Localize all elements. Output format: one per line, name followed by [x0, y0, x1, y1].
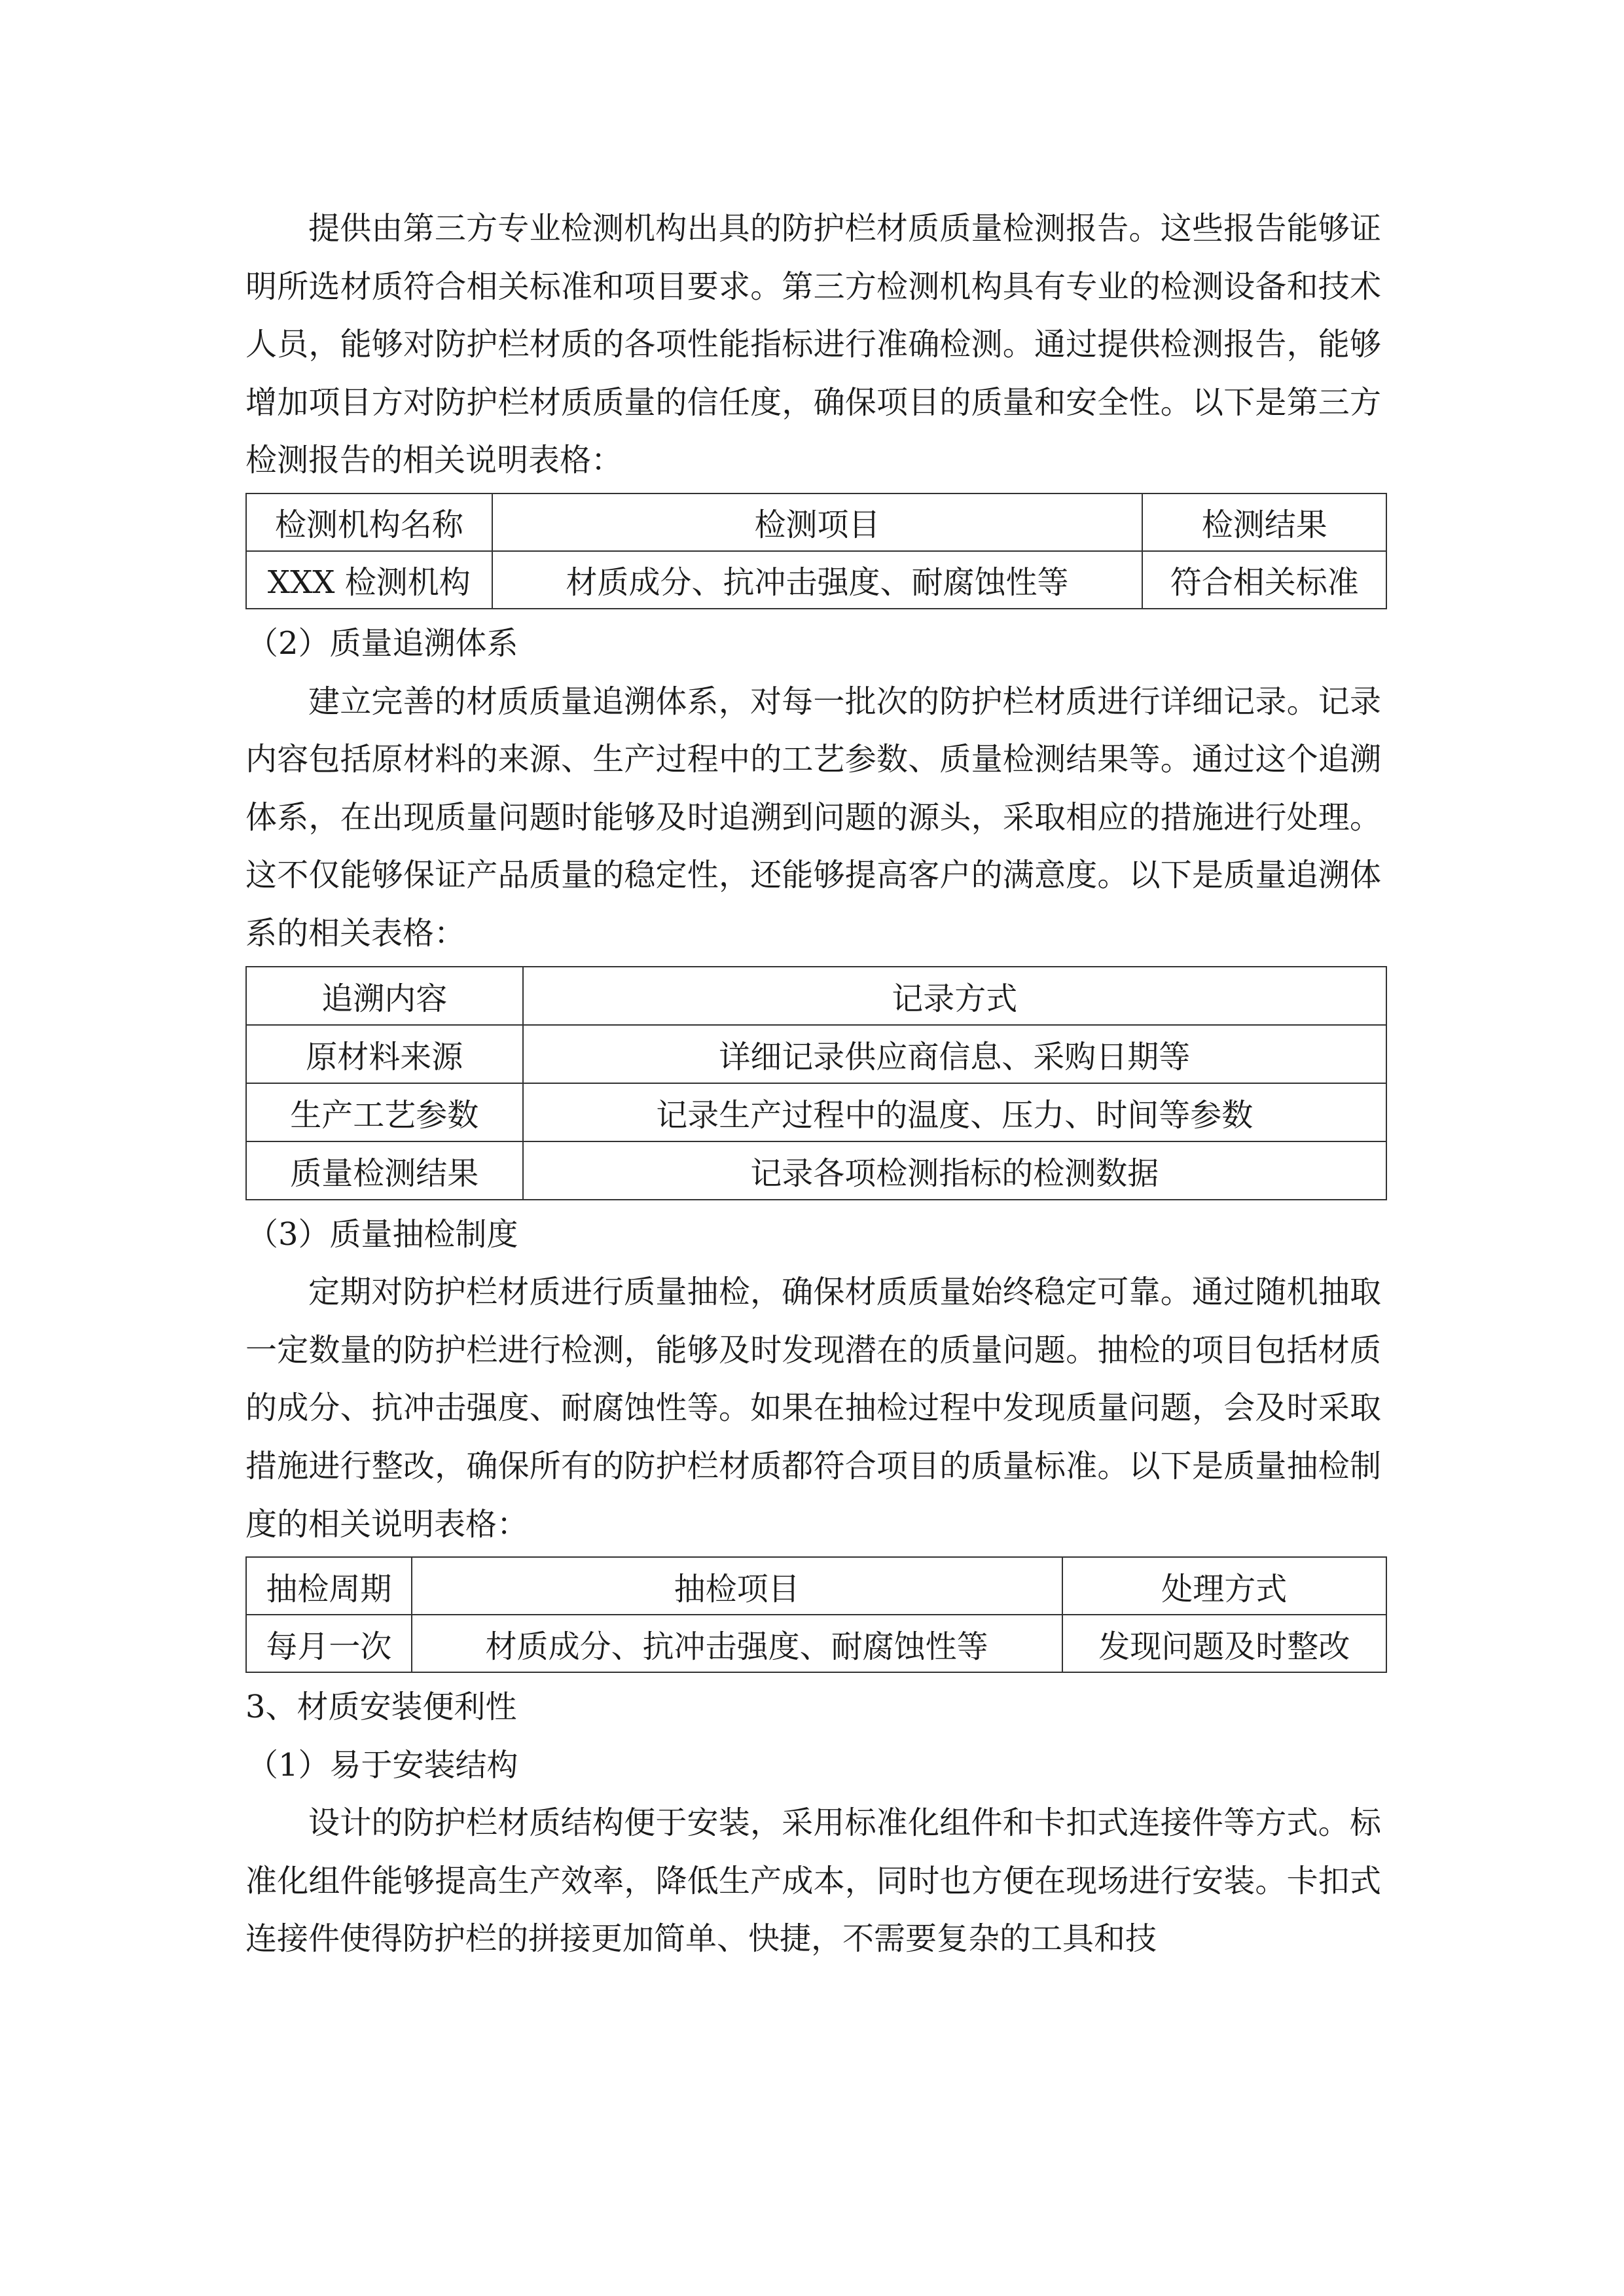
- table-row: [246, 1615, 1386, 1672]
- table-cell: 记录各项检测指标的检测数据: [523, 1141, 1387, 1200]
- paragraph-sampling-inspection: 定期对防护栏材质进行质量抽检，确保材质质量始终稳定可靠。通过随机抽取一定数量的防护栏进行检测，能够及时发现潜在的质量问题。抽检的项目包括材质的成分、抗冲击强度、耐腐蚀性等。如果在抽检过程中发现质量问题，会及时采取措施进行整改，确保所有的防护栏材质都符合项目的质量标准。以下是质量抽检制度的相关说明表格：: [245, 1274, 1381, 1543]
- table-header-row: [246, 493, 1386, 551]
- table-sampling-inspection: [245, 1556, 1387, 1673]
- heading-sampling-inspection: （3）质量抽检制度: [247, 1215, 518, 1253]
- table-header-row: [246, 967, 1386, 1025]
- table-header-cell: 处理方式: [1062, 1557, 1386, 1615]
- table-cell: 原材料来源: [246, 1025, 523, 1083]
- table-cell: 生产工艺参数: [246, 1083, 523, 1141]
- table-cell: 详细记录供应商信息、采购日期等: [523, 1025, 1387, 1083]
- heading-easy-install-structure: （1）易于安装结构: [247, 1746, 518, 1784]
- paragraph-traceability-system: 建立完善的材质质量追溯体系，对每一批次的防护栏材质进行详细记录。记录内容包括原材料的来源、生产过程中的工艺参数、质量检测结果等。通过这个追溯体系，在出现质量问题时能够及时追溯到问题的源头，采取相应的措施进行处理。这不仅能够保证产品质量的稳定性，还能够提高客户的满意度。以下是质量追溯体系的相关表格：: [245, 683, 1381, 952]
- table-cell: 材质成分、抗冲击强度、耐腐蚀性等: [412, 1615, 1062, 1672]
- table-header-cell: 抽检周期: [246, 1557, 412, 1615]
- table-row: [246, 1141, 1386, 1200]
- heading-traceability-system: （2）质量追溯体系: [247, 624, 518, 662]
- table-cell: 符合相关标准: [1142, 551, 1386, 609]
- table-traceability-system: [245, 966, 1387, 1200]
- table-header-cell: 追溯内容: [246, 967, 523, 1025]
- table-cell: 质量检测结果: [246, 1141, 523, 1200]
- section-title-installation: 3、材质安装便利性: [245, 1689, 517, 1726]
- table-header-row: [246, 1557, 1386, 1615]
- table-header-cell: 检测结果: [1142, 493, 1386, 551]
- table-row: [246, 1025, 1386, 1083]
- document-page: [245, 200, 1381, 1968]
- table-cell: 材质成分、抗冲击强度、耐腐蚀性等: [492, 551, 1143, 609]
- table-header-cell: 记录方式: [523, 967, 1387, 1025]
- paragraph-third-party-report: 提供由第三方专业检测机构出具的防护栏材质质量检测报告。这些报告能够证明所选材质符合相关标准和项目要求。第三方检测机构具有专业的检测设备和技术人员，能够对防护栏材质的各项性能指标进行准确检测。通过提供检测报告，能够增加项目方对防护栏材质质量的信任度，确保项目的质量和安全性。以下是第三方检测报告的相关说明表格：: [245, 210, 1381, 479]
- table-cell: XXX 检测机构: [246, 551, 492, 609]
- table-third-party-report: [245, 493, 1387, 609]
- table-cell: 记录生产过程中的温度、压力、时间等参数: [523, 1083, 1387, 1141]
- table-header-cell: 检测项目: [492, 493, 1143, 551]
- table-cell: 每月一次: [246, 1615, 412, 1672]
- table-header-cell: 抽检项目: [412, 1557, 1062, 1615]
- table-cell: 发现问题及时整改: [1062, 1615, 1386, 1672]
- paragraph-easy-install-structure: 设计的防护栏材质结构便于安装，采用标准化组件和卡扣式连接件等方式。标准化组件能够提高生产效率，降低生产成本，同时也方便在现场进行安装。卡扣式连接件使得防护栏的拼接更加简单、快捷，不需要复杂的工具和技: [245, 1804, 1381, 1958]
- table-row: [246, 551, 1386, 609]
- table-header-cell: 检测机构名称: [246, 493, 492, 551]
- table-row: [246, 1083, 1386, 1141]
